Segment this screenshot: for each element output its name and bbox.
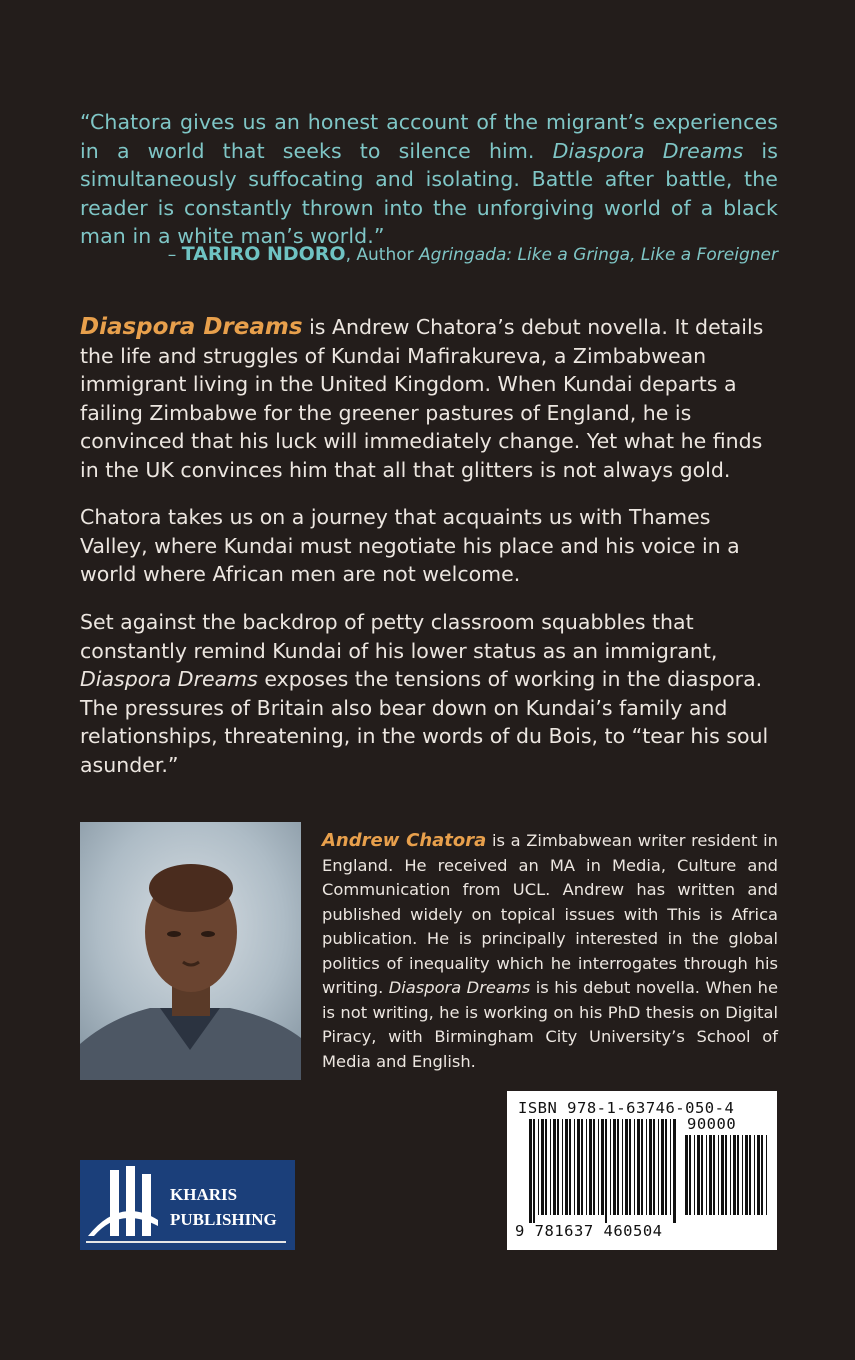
barcode-bar	[713, 1135, 715, 1215]
bio-text-a: is a Zimbabwean writer resident in England. He received an MA in Media, Culture and Communication from UCL. Andrew has written and published widely on topical issues with This is Africa publication. He is principally interested in the global politics of inequality which he interrogates through his writing.	[322, 831, 778, 997]
barcode-bar	[533, 1119, 535, 1223]
barcode-bar	[701, 1135, 703, 1215]
barcode-bar	[541, 1119, 544, 1215]
quote-part2: is simultaneously suffocating and isolating. Battle after battle, the reader is constantly thrown into the unforgiving world of a black man in a white man’s world.”	[80, 138, 778, 248]
barcode-bar	[629, 1119, 631, 1215]
bio-book-title: Diaspora Dreams	[388, 978, 531, 997]
barcode-bar	[601, 1119, 604, 1215]
barcode-bar	[653, 1119, 655, 1215]
price-code: 90000	[687, 1115, 737, 1133]
barcode-bar	[685, 1135, 688, 1215]
quote-part1: “Chatora gives us an honest account of the migrant’s experiences in a world that seeks to silence him.	[80, 110, 778, 163]
description-paragraph-2: Chatora takes us on a journey that acquaints us with Thames Valley, where Kundai must negotiate his place and his voice in a world where African men are not welcome.	[80, 505, 740, 586]
publisher-name	[170, 1182, 277, 1232]
barcode-bar	[661, 1119, 664, 1215]
barcode-bar	[610, 1119, 611, 1215]
description-paragraph-3	[80, 608, 778, 779]
barcode-bar	[553, 1119, 556, 1215]
review-quote	[80, 108, 778, 251]
barcode-bar	[574, 1119, 575, 1215]
isbn-label: ISBN 978-1-63746-050-4	[518, 1099, 735, 1117]
reviewer-role: , Author	[345, 245, 420, 265]
barcode-bar	[565, 1119, 568, 1215]
barcode-bar	[589, 1119, 592, 1215]
barcode-bars	[529, 1119, 679, 1223]
barcode-bar	[694, 1135, 695, 1215]
ean-number: 9 781637 460504	[515, 1222, 663, 1240]
attribution-dash: –	[167, 245, 182, 265]
barcode-bar	[742, 1135, 743, 1215]
barcode-bar	[709, 1135, 712, 1215]
publisher-line1: KHARIS	[170, 1185, 238, 1204]
publisher-logo	[80, 1160, 295, 1250]
barcode-bar	[545, 1119, 547, 1215]
reviewer-work: Agringada: Like a Gringa, Like a Foreigner	[419, 245, 778, 265]
author-photo	[80, 822, 301, 1080]
barcode-bar	[593, 1119, 595, 1215]
barcode-bar	[745, 1135, 748, 1215]
barcode-bar	[577, 1119, 580, 1215]
barcode-bar	[733, 1135, 736, 1215]
barcode-bar	[581, 1119, 583, 1215]
description-book-title: Diaspora Dreams	[80, 314, 303, 340]
addon-barcode-bars	[685, 1135, 770, 1223]
barcode-bar	[617, 1119, 619, 1215]
barcode-bar	[529, 1119, 532, 1223]
barcode-bar	[622, 1119, 623, 1215]
barcode-bar	[550, 1119, 551, 1215]
barcode-bar	[737, 1135, 739, 1215]
barcode-bar	[697, 1135, 700, 1215]
barcode-bar	[757, 1135, 760, 1215]
publisher-line2: PUBLISHING	[170, 1210, 277, 1229]
barcode-bar	[646, 1119, 647, 1215]
description-p3-text-a: Set against the backdrop of petty classroom squabbles that constantly remind Kundai of his lower status as an immigrant,	[80, 610, 718, 663]
description-paragraph-1	[80, 313, 778, 484]
barcode-bar	[637, 1119, 640, 1215]
barcode-bar	[586, 1119, 587, 1215]
barcode-bar	[641, 1119, 643, 1215]
publisher-underline	[86, 1241, 286, 1243]
barcode-bar	[689, 1135, 691, 1215]
isbn-barcode	[507, 1091, 777, 1250]
barcode-bar	[670, 1119, 671, 1215]
barcode-bar	[634, 1119, 635, 1215]
description-p3-title: Diaspora Dreams	[80, 667, 258, 691]
barcode-bar	[749, 1135, 751, 1215]
description-p1-text: is Andrew Chatora’s debut novella. It details the life and struggles of Kundai Mafirakureva, a Zimbabwean immigrant living in the United Kingdom. When Kundai departs a failing Zimbabwe for the greener pastures of England, he is convinced that his luck will immediately change. Yet what he finds in the UK convinces him that all that glitters is not always gold.	[80, 315, 764, 482]
barcode-bar	[557, 1119, 559, 1215]
description-p3-text-b: exposes the tensions of working in the diaspora. The pressures of Britain also bear down on Kundai’s family and relationships, threatening, in the words of du Bois, to “tear his soul asunder.”	[80, 667, 769, 777]
barcode-bar	[673, 1119, 676, 1223]
barcode-bar	[562, 1119, 563, 1215]
reviewer-name: TARIRO NDORO	[181, 243, 346, 265]
barcode-bar	[658, 1119, 659, 1215]
barcode-bar	[706, 1135, 707, 1215]
barcode-bar	[625, 1119, 628, 1215]
barcode-bar	[718, 1135, 719, 1215]
barcode-bar	[754, 1135, 755, 1215]
barcode-bar	[605, 1119, 607, 1223]
barcode-bar	[766, 1135, 767, 1215]
barcode-bar	[649, 1119, 652, 1215]
barcode-bar	[725, 1135, 727, 1215]
quote-book-title: Diaspora Dreams	[552, 138, 744, 163]
bio-text-b: is his debut novella. When he is not writing, he is working on his PhD thesis on Digital Piracy, with Birmingham City University’s School of Media and English.	[322, 978, 778, 1071]
barcode-bar	[613, 1119, 616, 1215]
barcode-bar	[761, 1135, 763, 1215]
bio-author-name: Andrew Chatora	[322, 830, 487, 851]
author-bio	[322, 829, 778, 1074]
barcode-bar	[721, 1135, 724, 1215]
barcode-bar	[569, 1119, 571, 1215]
barcode-bar	[598, 1119, 599, 1215]
publisher-arch-icon	[80, 1160, 170, 1250]
barcode-bar	[665, 1119, 667, 1215]
barcode-bar	[730, 1135, 731, 1215]
quote-attribution	[80, 243, 778, 265]
barcode-bar	[538, 1119, 539, 1215]
